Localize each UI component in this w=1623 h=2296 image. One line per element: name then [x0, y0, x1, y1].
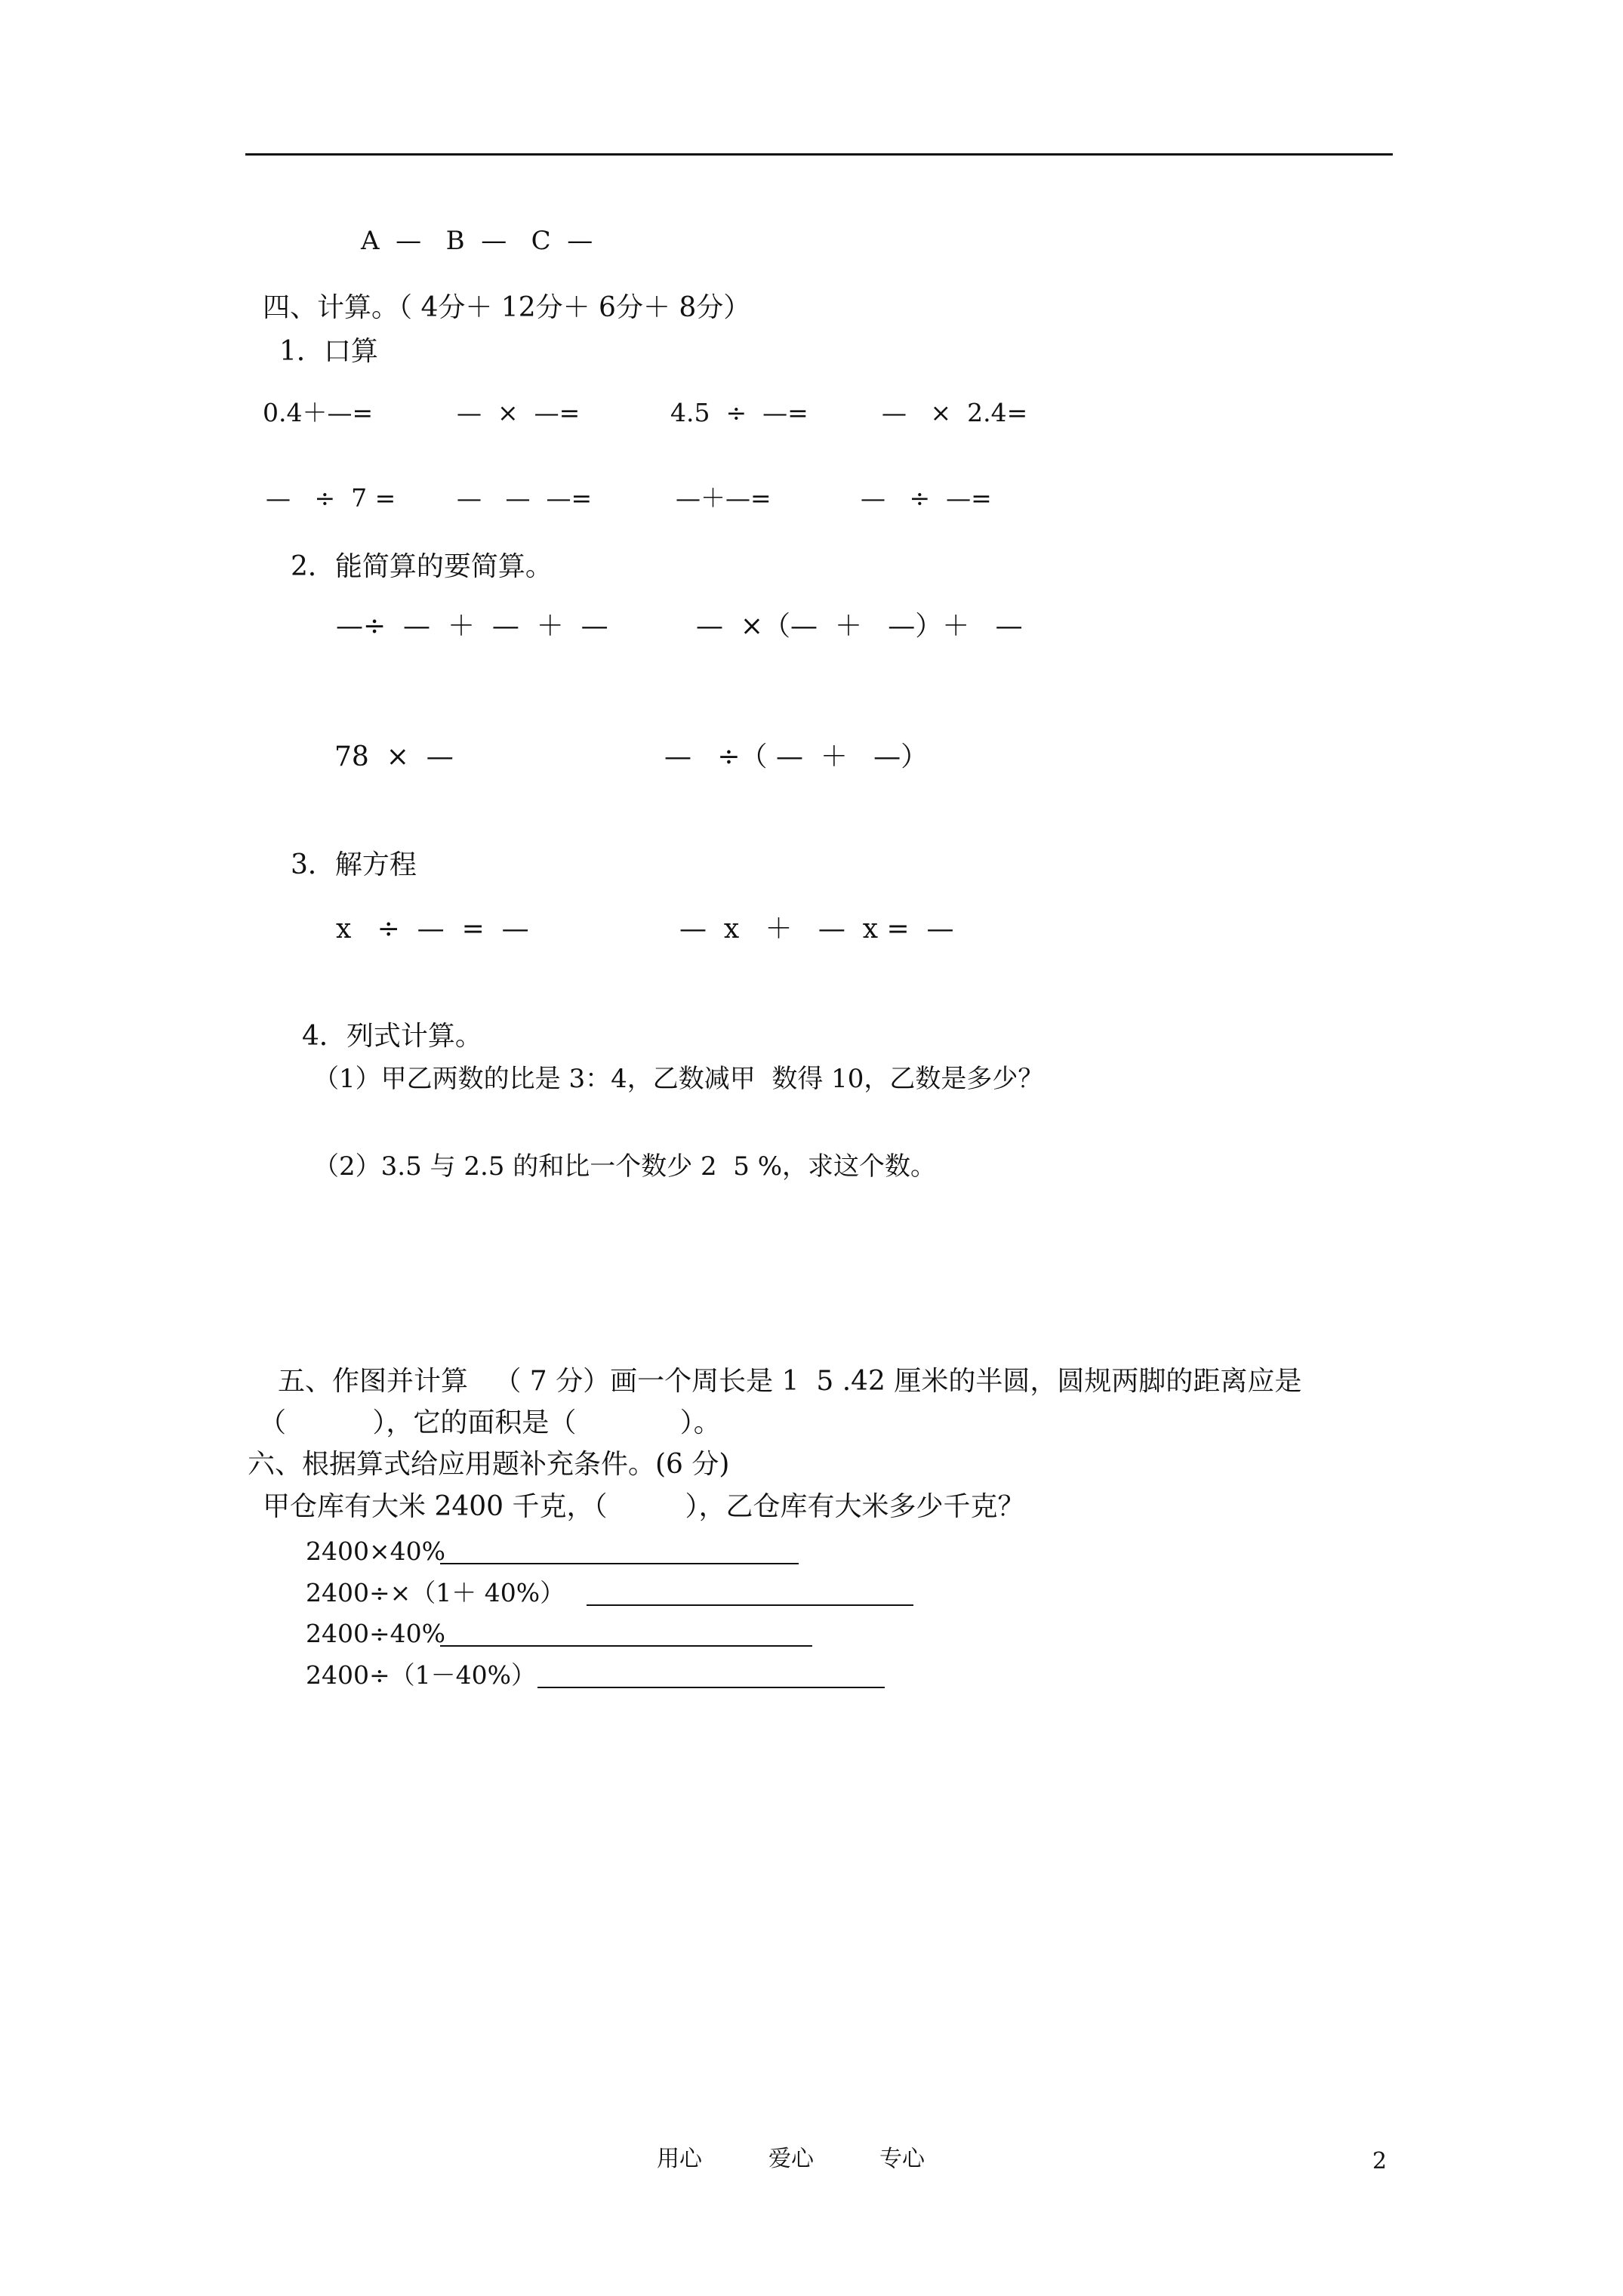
simplify-expr-2: — ×（— ＋ —）＋ —: [696, 611, 1023, 642]
mental-calc-6: — — —=: [457, 483, 593, 513]
section5-line2: （ ），它的面积是（ ）。: [259, 1407, 721, 1438]
answer-blank-4[interactable]: [537, 1687, 885, 1688]
sub2-title: 2．能简算的要简算。: [291, 551, 553, 582]
mental-calc-2: — × —=: [457, 398, 581, 427]
section4-title: 四、计算。（ 4分＋ 12分＋ 6分＋ 8分）: [263, 292, 751, 323]
equation-2: — x ＋ — x = —: [679, 914, 954, 945]
simplify-expr-1: —÷ — ＋ — ＋ —: [336, 611, 608, 642]
simplify-expr-4: — ÷（ — ＋ —）: [664, 741, 929, 772]
formula-1: 2400×40%: [306, 1536, 445, 1566]
mental-calc-8: — ÷ —=: [861, 483, 992, 513]
footer-word-2: 爱心: [768, 2146, 814, 2172]
sub3-title: 3．解方程: [291, 849, 417, 880]
answer-blank-3[interactable]: [440, 1645, 812, 1647]
footer-word-1: 用心: [657, 2146, 702, 2172]
header-rule: [245, 153, 1393, 156]
sub1-title: 1．口算: [279, 336, 378, 367]
word-problem-2: （2）3.5 与 2.5 的和比一个数少 2 5 %，求这个数。: [313, 1151, 936, 1182]
section6-problem: 甲仓库有大米 2400 千克，（ ），乙仓库有大米多少千克？: [263, 1491, 1025, 1522]
mental-calc-4: — × 2.4=: [882, 398, 1028, 427]
formula-3: 2400÷40%: [306, 1619, 445, 1648]
page-number: 2: [1372, 2148, 1387, 2174]
answer-blank-1[interactable]: [440, 1563, 799, 1564]
mental-calc-3: 4.5 ÷ —=: [670, 398, 808, 427]
simplify-expr-3: 78 × —: [334, 741, 454, 772]
word-problem-1: （1）甲乙两数的比是 3：4，乙数减甲 数得 10，乙数是多少？: [313, 1064, 1044, 1094]
mental-calc-5: — ÷ 7 =: [266, 483, 396, 513]
sub4-title: 4．列式计算。: [302, 1021, 482, 1052]
formula-4: 2400÷（1－40%）: [306, 1660, 536, 1690]
mental-calc-7: —＋—=: [676, 483, 771, 513]
equation-1: x ÷ — = —: [336, 914, 529, 945]
answer-options-line: A — B — C —: [361, 226, 593, 256]
footer-word-3: 专心: [879, 2146, 925, 2172]
section6-title: 六、根据算式给应用题补充条件。(6 分): [248, 1449, 730, 1480]
section5-line1: 五、作图并计算 （ 7 分）画一个周长是 1 5 .42 厘米的半圆，圆规两脚的距离应是: [278, 1366, 1302, 1397]
formula-2: 2400÷×（1＋ 40%）: [306, 1578, 565, 1607]
mental-calc-1: 0.4＋—=: [263, 398, 374, 427]
answer-blank-2[interactable]: [587, 1604, 913, 1606]
